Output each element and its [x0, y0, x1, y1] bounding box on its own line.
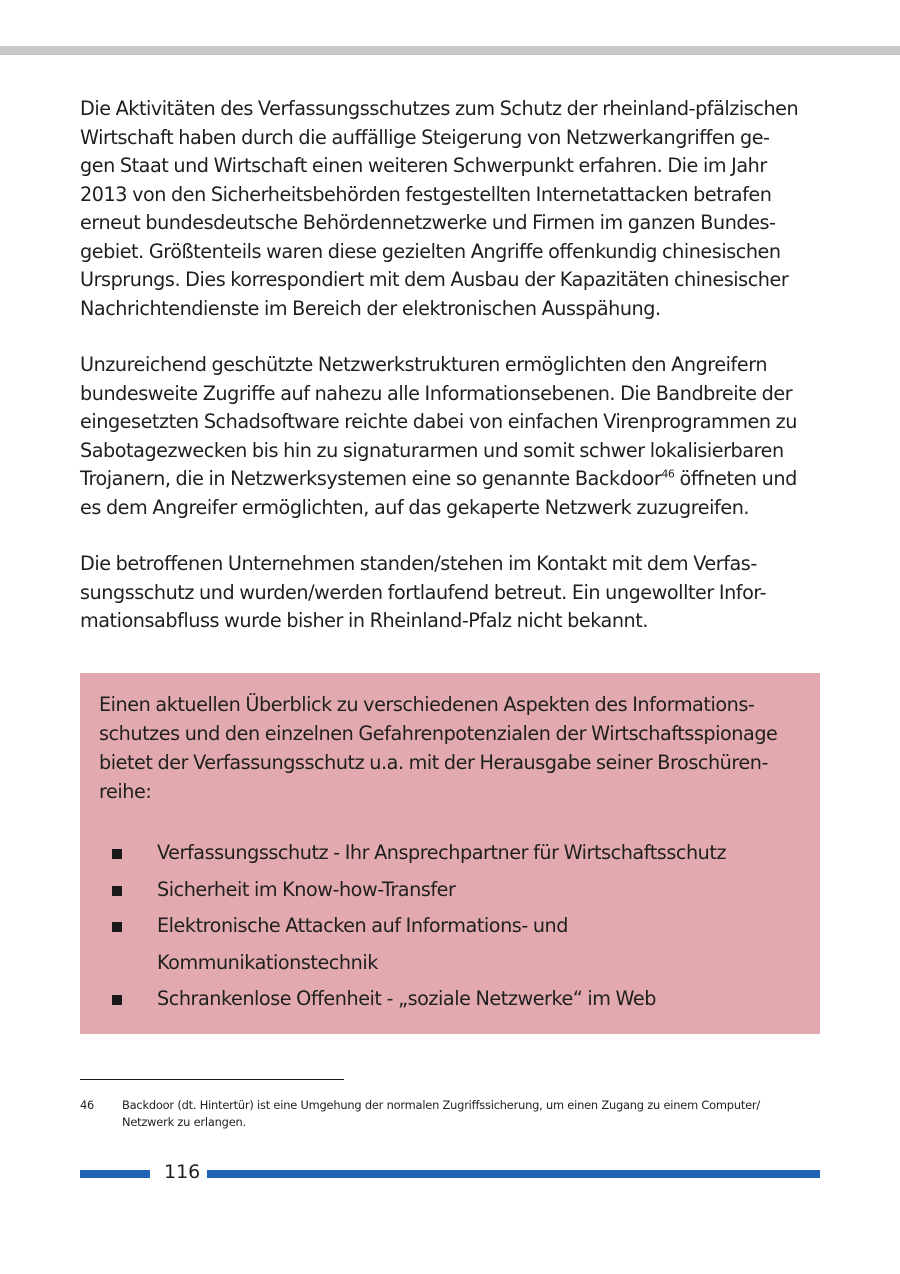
list-item [80, 908, 820, 981]
text-segment: öffneten und [674, 467, 797, 490]
square-bullet-icon [112, 995, 122, 1005]
body-text [80, 95, 820, 636]
footnote-ref[interactable]: 46 [661, 467, 675, 481]
paragraph-1 [80, 95, 820, 323]
text-line: mationsabfluss wurde bisher in Rheinland-Pfalz nicht bekannt. [80, 609, 648, 632]
text-line: 2013 von den Sicherheitsbehörden festgestellten Internetattacken betrafen [80, 182, 772, 206]
footer-bar-left [80, 1170, 150, 1178]
text-segment: Trojanern, die in Netzwerksystemen eine so genannte Backdoor [80, 467, 662, 490]
square-bullet-icon [112, 849, 122, 859]
text-line: Einen aktuellen Überblick zu verschiedenen Aspekten des Informations- [99, 693, 755, 716]
brochure-list [80, 835, 820, 1018]
header-rule [0, 46, 900, 55]
text-line: erneut bundesdeutsche Behördennetzwerke und Firmen im ganzen Bundes- [80, 211, 776, 234]
text-line: Wirtschaft haben durch die auffällige Steigerung von Netzwerkangriffen ge- [80, 125, 770, 149]
text-line: Unzureichend geschützte Netzwerkstrukturen ermöglichten den Angreifern [80, 353, 768, 376]
list-item-text: Elektronische Attacken auf Informations- und [157, 914, 568, 937]
text-line: bietet der Verfassungsschutz u.a. mit der Herausgabe seiner Broschüren- [99, 751, 768, 774]
square-bullet-icon [112, 886, 122, 896]
square-bullet-icon [112, 922, 122, 932]
text-line: Die Aktivitäten des Verfassungsschutzes zum Schutz der rheinland-pfälzischen [80, 97, 799, 120]
list-item [80, 835, 820, 872]
text-line: Backdoor (dt. Hintertür) ist eine Umgehung der normalen Zugriffssicherung, um einen Zugang zu einem Computer/ [122, 1098, 761, 1112]
list-item [80, 981, 820, 1018]
text-line: Sabotagezwecken bis hin zu signaturarmen und somit schwer lokalisierbaren [80, 438, 784, 462]
text-line: Ursprungs. Dies korrespondiert mit dem Ausbau der Kapazitäten chinesischer [80, 268, 789, 291]
text-line-with-footnote [80, 467, 797, 490]
text-line: gebiet. Größtenteils waren diese gezielten Angriffe offenkundig chinesischen [80, 239, 781, 263]
info-box [80, 673, 820, 1034]
list-item [80, 872, 820, 909]
footer-bar-right [207, 1170, 820, 1178]
list-item-text: Schrankenlose Offenheit - „soziale Netzwerke“ im Web [157, 987, 657, 1010]
text-line: reihe: [99, 780, 152, 803]
text-line: bundesweite Zugriffe auf nahezu alle Informationsebenen. Die Bandbreite der [80, 381, 793, 405]
text-line: schutzes und den einzelnen Gefahrenpotenzialen der Wirtschaftsspionage [99, 722, 778, 745]
text-line: Netzwerk zu erlangen. [122, 1115, 246, 1129]
text-line: es dem Angreifer ermöglichten, auf das gekaperte Netzwerk zuzugreifen. [80, 495, 750, 519]
page-number: 116 [164, 1161, 201, 1183]
footnote-text [122, 1097, 820, 1131]
list-item-text: Kommunikationstechnik [157, 950, 378, 974]
list-item-text: Verfassungsschutz - Ihr Ansprechpartner für Wirtschaftsschutz [157, 841, 727, 864]
info-box-intro [99, 690, 805, 806]
footnote-number: 46 [80, 1098, 95, 1112]
footnote-rule [80, 1079, 344, 1080]
list-item-text: Sicherheit im Know-how-Transfer [157, 877, 456, 901]
text-line: Die betroffenen Unternehmen standen/stehen im Kontakt mit dem Verfas- [80, 552, 757, 575]
text-line: sungsschutz und wurden/werden fortlaufend betreut. Ein ungewollter Infor- [80, 580, 767, 604]
text-line: gen Staat und Wirtschaft einen weiteren Schwerpunkt erfahren. Die im Jahr [80, 154, 767, 177]
text-line: Nachrichtendienste im Bereich der elektronischen Ausspähung. [80, 296, 661, 320]
paragraph-2 [80, 351, 820, 522]
text-line: eingesetzten Schadsoftware reichte dabei von einfachen Virenprogrammen zu [80, 410, 797, 433]
paragraph-3 [80, 550, 820, 636]
